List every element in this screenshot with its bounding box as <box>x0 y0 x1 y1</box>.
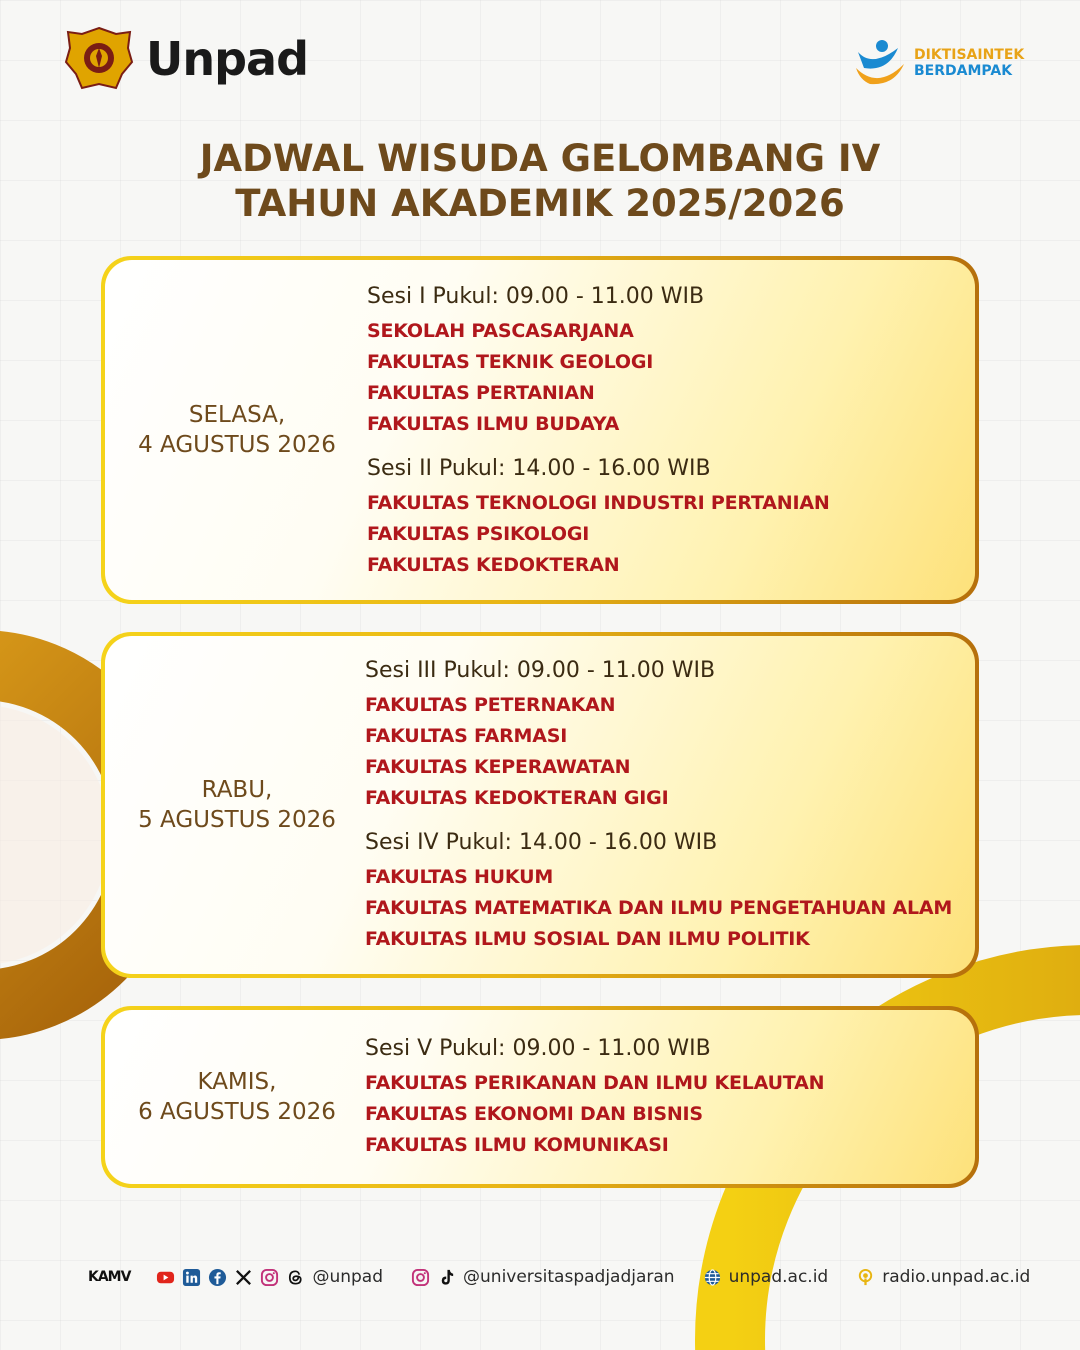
faculty-item: FAKULTAS PERTANIAN <box>367 382 595 404</box>
faculty-item: FAKULTAS EKONOMI DAN BISNIS <box>365 1103 703 1125</box>
faculty-item: FAKULTAS TEKNOLOGI INDUSTRI PERTANIAN <box>367 492 830 514</box>
faculty-item: FAKULTAS KEDOKTERAN <box>367 554 620 576</box>
radio-link[interactable]: radio.unpad.ac.id <box>882 1267 1031 1287</box>
x-icon[interactable] <box>234 1268 253 1287</box>
schedule-card-day-3 <box>101 1006 979 1188</box>
faculty-item: FAKULTAS HUKUM <box>365 866 554 888</box>
day-name: KAMIS, <box>197 1069 277 1095</box>
social-handle[interactable]: @unpad <box>312 1267 384 1287</box>
youtube-icon[interactable] <box>156 1268 175 1287</box>
session-label: Sesi IV Pukul: 14.00 - 16.00 WIB <box>365 830 718 855</box>
unpad-emblem-icon <box>64 26 134 92</box>
ka-mark: KAMV <box>88 1269 131 1285</box>
radio-icon <box>856 1268 875 1287</box>
faculty-item: SEKOLAH PASCASARJANA <box>367 320 634 342</box>
day-date: 6 AGUSTUS 2026 <box>138 1099 336 1125</box>
unpad-logo <box>64 26 308 92</box>
schedule-card-day-1 <box>101 256 979 604</box>
day-date: 4 AGUSTUS 2026 <box>138 432 336 458</box>
page-title <box>0 136 1080 226</box>
diktisaintek-logo <box>852 38 1024 88</box>
session-label: Sesi II Pukul: 14.00 - 16.00 WIB <box>367 456 711 481</box>
website-link[interactable]: unpad.ac.id <box>728 1267 829 1287</box>
faculty-item: FAKULTAS ILMU KOMUNIKASI <box>365 1134 669 1156</box>
unpad-wordmark: Unpad <box>146 32 308 86</box>
faculty-item: FAKULTAS TEKNIK GEOLOGI <box>367 351 654 373</box>
faculty-item: FAKULTAS KEPERAWATAN <box>365 756 631 778</box>
faculty-item: FAKULTAS ILMU BUDAYA <box>367 413 620 435</box>
title-line-1: JADWAL WISUDA GELOMBANG IV <box>199 137 881 180</box>
threads-icon[interactable] <box>286 1268 305 1287</box>
diktisaintek-emblem-icon <box>852 38 908 88</box>
footer-social-bar <box>88 1262 1058 1292</box>
day-date: 5 AGUSTUS 2026 <box>138 807 336 833</box>
session-label: Sesi III Pukul: 09.00 - 11.00 WIB <box>365 658 716 683</box>
ig-tiktok-handle[interactable]: @universitaspadjadjaran <box>463 1267 675 1287</box>
faculty-item: FAKULTAS PETERNAKAN <box>365 694 616 716</box>
partner-name-line1: DIKTISAINTEK <box>914 47 1025 63</box>
faculty-item: FAKULTAS FARMASI <box>365 725 568 747</box>
schedule-card-day-2 <box>101 632 979 978</box>
faculty-item: FAKULTAS ILMU SOSIAL DAN ILMU POLITIK <box>365 928 810 950</box>
day-name: RABU, <box>201 777 273 803</box>
faculty-item: FAKULTAS KEDOKTERAN GIGI <box>365 787 669 809</box>
globe-icon <box>703 1268 722 1287</box>
partner-name-line2: BERDAMPAK <box>914 63 1013 79</box>
title-line-2: TAHUN AKADEMIK 2025/2026 <box>235 182 845 225</box>
session-label: Sesi I Pukul: 09.00 - 11.00 WIB <box>367 284 705 309</box>
card-date <box>105 775 369 835</box>
instagram-icon[interactable] <box>411 1268 430 1287</box>
faculty-item: FAKULTAS MATEMATIKA DAN ILMU PENGETAHUAN ALAM <box>365 897 953 919</box>
card-date <box>105 1067 369 1127</box>
day-name: SELASA, <box>188 402 286 428</box>
tiktok-icon[interactable] <box>437 1268 456 1287</box>
faculty-item: FAKULTAS PSIKOLOGI <box>367 523 590 545</box>
facebook-icon[interactable] <box>208 1268 227 1287</box>
card-date <box>105 400 369 460</box>
session-label: Sesi V Pukul: 09.00 - 11.00 WIB <box>365 1036 711 1061</box>
faculty-item: FAKULTAS PERIKANAN DAN ILMU KELAUTAN <box>365 1072 825 1094</box>
instagram-icon[interactable] <box>260 1268 279 1287</box>
linkedin-icon[interactable] <box>182 1268 201 1287</box>
